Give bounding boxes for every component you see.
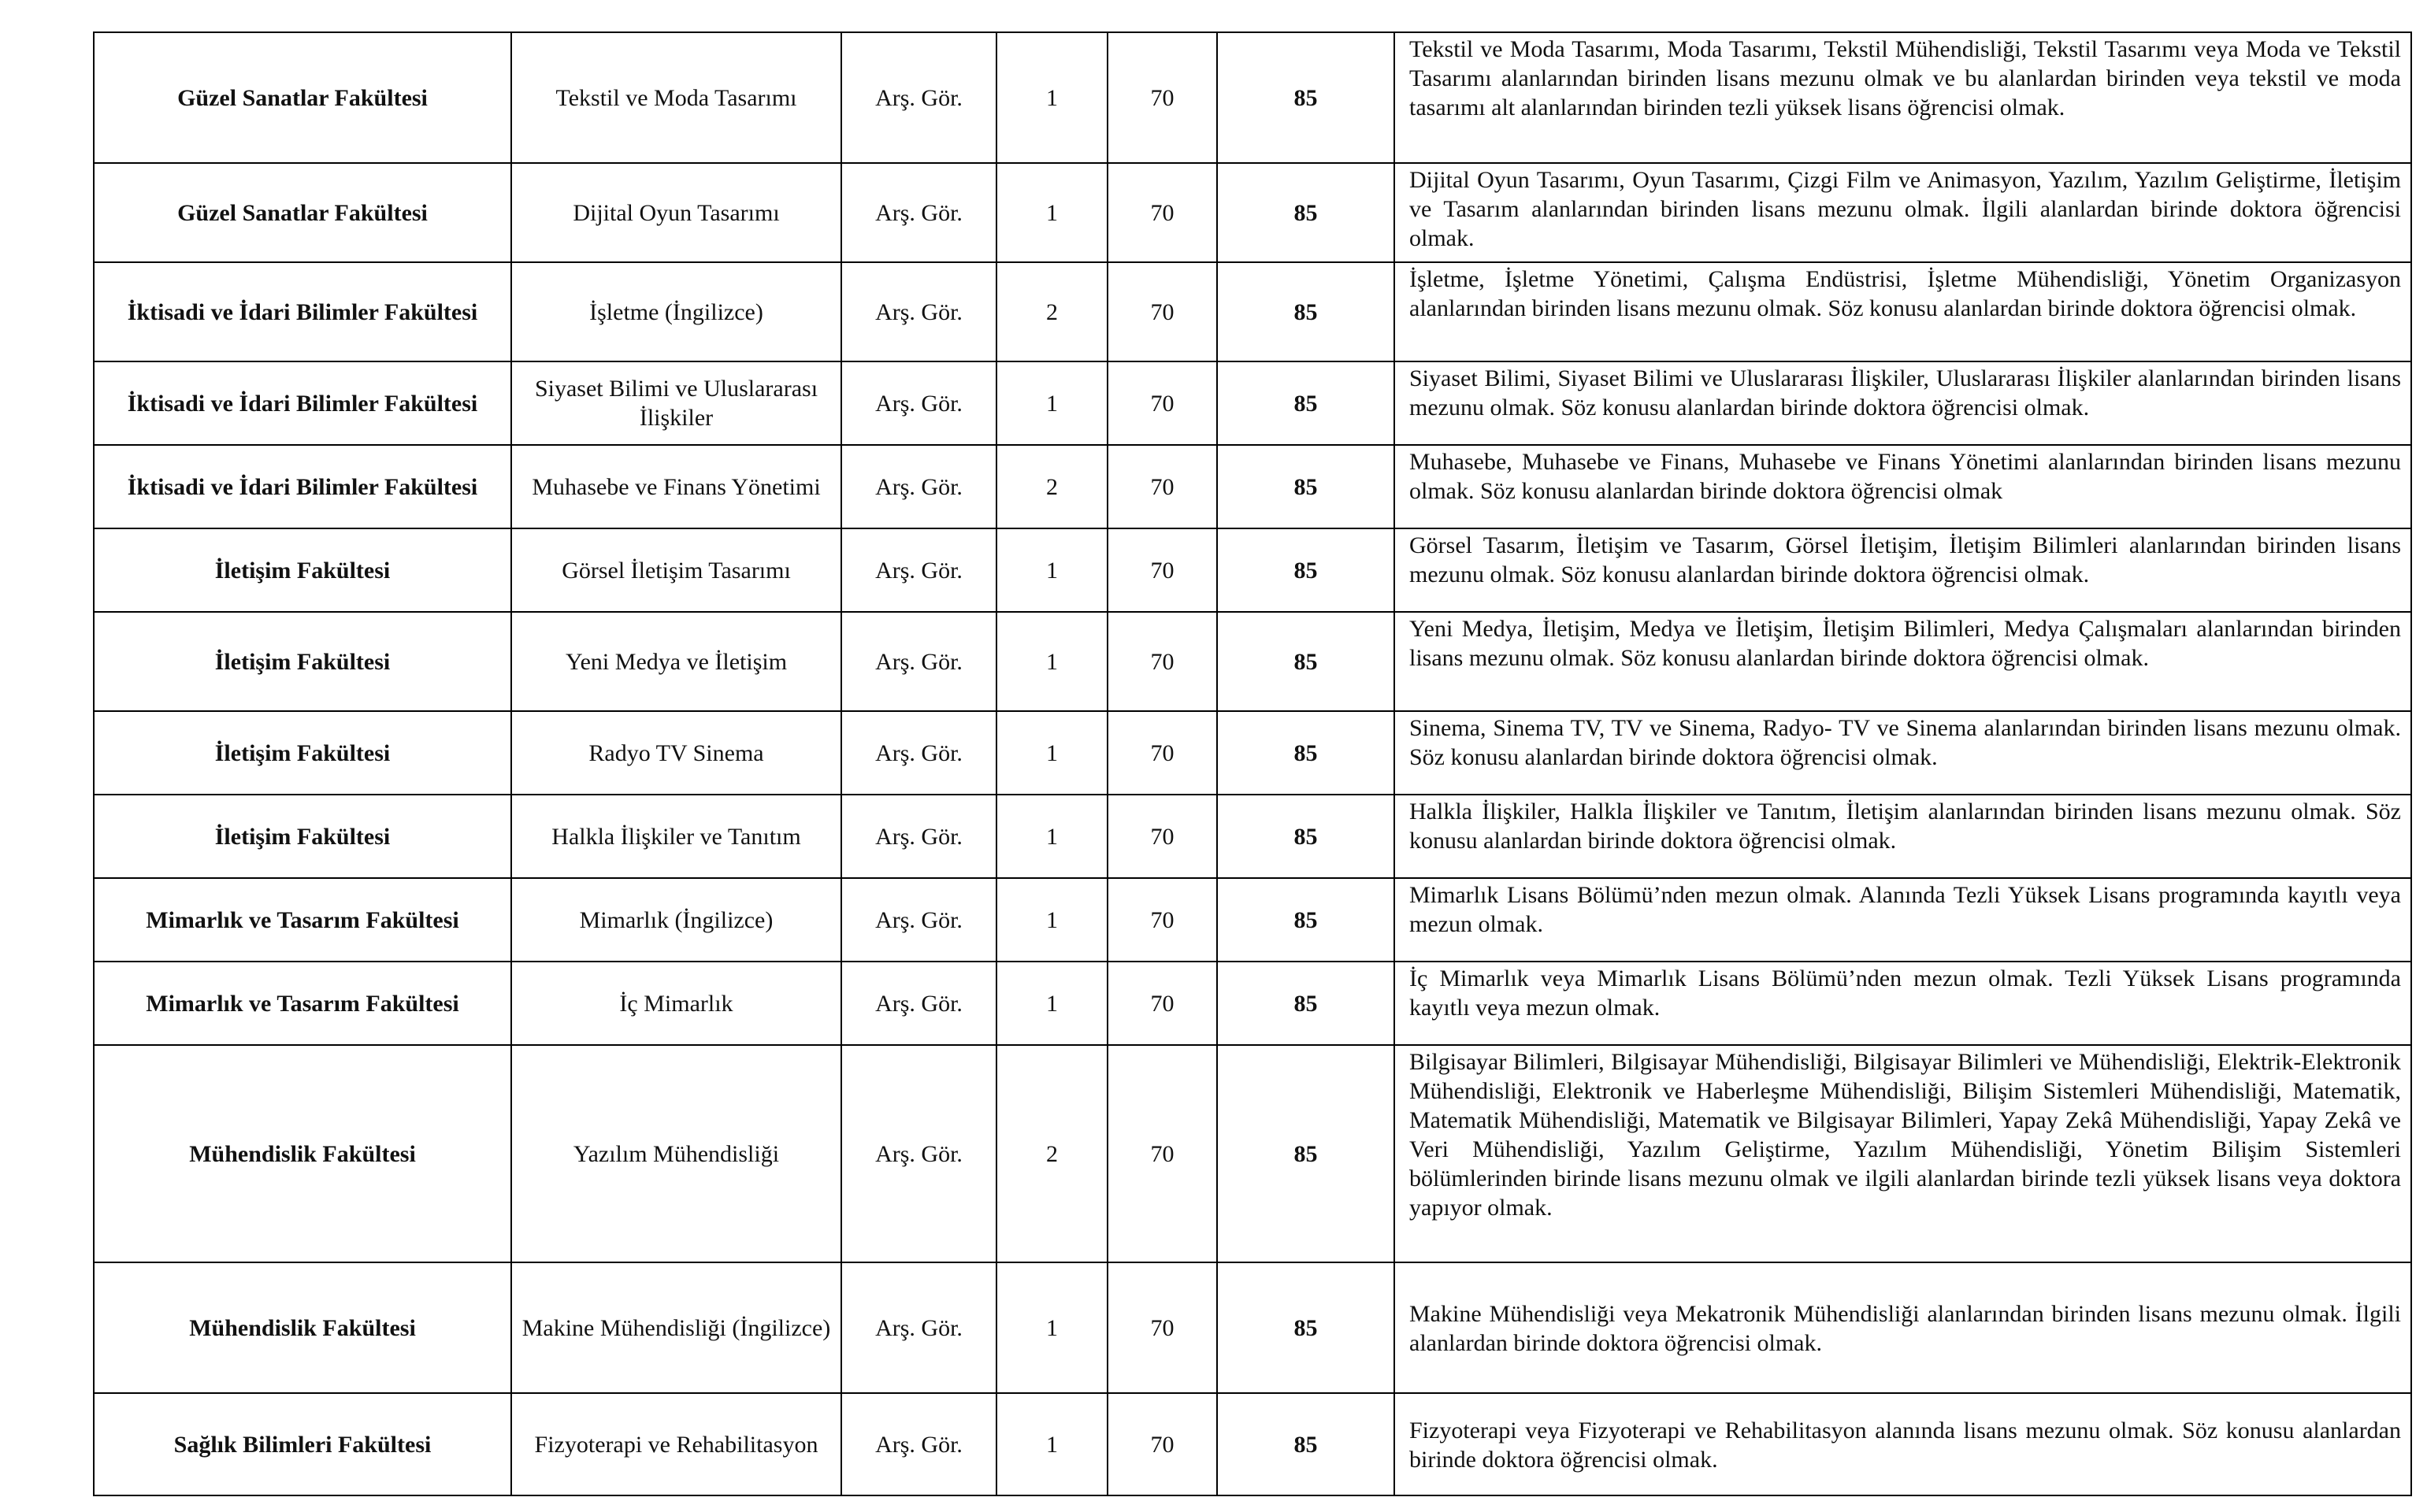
department-cell: Dijital Oyun Tasarımı [511,163,841,262]
table-row [94,1393,2411,1495]
count-cell: 1 [996,361,1108,445]
table-row [94,612,2411,711]
faculty-cell: İktisadi ve İdari Bilimler Fakültesi [94,445,511,528]
faculty-cell: İletişim Fakültesi [94,612,511,711]
count-cell: 2 [996,445,1108,528]
table-row [94,361,2411,445]
table-row [94,795,2411,878]
requirement-cell: Makine Mühendisliği veya Mekatronik Mühendisliği alanlarından birinden lisans mezunu olmak. İlgili alanlardan birinde doktora öğrencisi olmak. [1394,1262,2411,1393]
title-cell: Arş. Gör. [841,528,996,612]
title-cell: Arş. Gör. [841,32,996,163]
score-b-cell: 85 [1217,1045,1394,1262]
title-cell: Arş. Gör. [841,361,996,445]
score-b-cell: 85 [1217,163,1394,262]
faculty-cell: İletişim Fakültesi [94,711,511,795]
department-cell: Siyaset Bilimi ve Uluslararası İlişkiler [511,361,841,445]
faculty-cell: İktisadi ve İdari Bilimler Fakültesi [94,262,511,361]
faculty-cell: İktisadi ve İdari Bilimler Fakültesi [94,361,511,445]
department-cell: Halkla İlişkiler ve Tanıtım [511,795,841,878]
department-cell: Makine Mühendisliği (İngilizce) [511,1262,841,1393]
title-cell: Arş. Gör. [841,612,996,711]
department-cell: Muhasebe ve Finans Yönetimi [511,445,841,528]
count-cell: 1 [996,1262,1108,1393]
requirement-cell: Dijital Oyun Tasarımı, Oyun Tasarımı, Çizgi Film ve Animasyon, Yazılım, Yazılım Geliştirme, İletişim ve Tasarım alanlarından birinden lisans mezunu olmak. İlgili alanlardan birinde doktora öğrencisi olmak. [1394,163,2411,262]
table-row [94,962,2411,1045]
department-cell: Tekstil ve Moda Tasarımı [511,32,841,163]
department-cell: Yazılım Mühendisliği [511,1045,841,1262]
requirement-cell: Siyaset Bilimi, Siyaset Bilimi ve Uluslararası İlişkiler, Uluslararası İlişkiler alanlarından birinden lisans mezunu olmak. Söz konusu alanlardan birinde doktora öğrencisi olmak. [1394,361,2411,445]
count-cell: 2 [996,1045,1108,1262]
table-row [94,1262,2411,1393]
score-b-cell: 85 [1217,795,1394,878]
title-cell: Arş. Gör. [841,445,996,528]
count-cell: 1 [996,962,1108,1045]
score-a-cell: 70 [1108,163,1217,262]
score-a-cell: 70 [1108,32,1217,163]
title-cell: Arş. Gör. [841,962,996,1045]
department-cell: Mimarlık (İngilizce) [511,878,841,962]
title-cell: Arş. Gör. [841,878,996,962]
department-cell: İç Mimarlık [511,962,841,1045]
faculty-cell: İletişim Fakültesi [94,795,511,878]
department-cell: Yeni Medya ve İletişim [511,612,841,711]
count-cell: 1 [996,528,1108,612]
score-a-cell: 70 [1108,612,1217,711]
faculty-cell: Mühendislik Fakültesi [94,1045,511,1262]
requirement-cell: Görsel Tasarım, İletişim ve Tasarım, Görsel İletişim, İletişim Bilimleri alanlarından birinden lisans mezunu olmak. Söz konusu alanlardan birinde doktora öğrencisi olmak. [1394,528,2411,612]
score-b-cell: 85 [1217,878,1394,962]
table-row [94,1045,2411,1262]
score-b-cell: 85 [1217,711,1394,795]
faculty-cell: Güzel Sanatlar Fakültesi [94,32,511,163]
count-cell: 2 [996,262,1108,361]
score-a-cell: 70 [1108,361,1217,445]
count-cell: 1 [996,32,1108,163]
department-cell: Radyo TV Sinema [511,711,841,795]
table-row [94,711,2411,795]
title-cell: Arş. Gör. [841,1262,996,1393]
table-row [94,878,2411,962]
faculty-cell: Mühendislik Fakültesi [94,1262,511,1393]
score-a-cell: 70 [1108,528,1217,612]
department-cell: İşletme (İngilizce) [511,262,841,361]
requirement-cell: Mimarlık Lisans Bölümü’nden mezun olmak. Alanında Tezli Yüksek Lisans programında kayıtlı veya mezun olmak. [1394,878,2411,962]
title-cell: Arş. Gör. [841,1393,996,1495]
requirement-cell: İşletme, İşletme Yönetimi, Çalışma Endüstrisi, İşletme Mühendisliği, Yönetim Organizasyon alanlarından birinden lisans mezunu olmak. Söz konusu alanlardan birinde doktora öğrencisi olmak. [1394,262,2411,361]
requirement-cell: Bilgisayar Bilimleri, Bilgisayar Mühendisliği, Bilgisayar Bilimleri ve Mühendisliği, Elektrik-Elektronik Mühendisliği, Elektronik ve Haberleşme Mühendisliği, Bilişim Sistemleri Mühendisliği, Matematik, Matematik Mühendisliği, Matematik ve Bilgisayar Bilimleri, Yapay Zekâ Mühendisliği, Yapay Zekâ ve Veri Mühendisliği, Yazılım Geliştirme, Yazılım Mühendisliği, Yönetim Bilişim Sistemleri bölümlerinden birinde lisans mezunu olmak ve ilgili alanlardan birinde tezli yüksek lisans veya doktora yapıyor olmak. [1394,1045,2411,1262]
score-a-cell: 70 [1108,962,1217,1045]
title-cell: Arş. Gör. [841,711,996,795]
department-cell: Fizyoterapi ve Rehabilitasyon [511,1393,841,1495]
score-a-cell: 70 [1108,445,1217,528]
table-row [94,445,2411,528]
score-b-cell: 85 [1217,1393,1394,1495]
faculty-cell: Sağlık Bilimleri Fakültesi [94,1393,511,1495]
table-row [94,262,2411,361]
score-b-cell: 85 [1217,962,1394,1045]
requirement-cell: Yeni Medya, İletişim, Medya ve İletişim, İletişim Bilimleri, Medya Çalışmaları alanlarından birinden lisans mezunu olmak. Söz konusu alanlardan birinde doktora öğrencisi olmak. [1394,612,2411,711]
count-cell: 1 [996,612,1108,711]
score-a-cell: 70 [1108,1393,1217,1495]
count-cell: 1 [996,878,1108,962]
faculty-cell: Mimarlık ve Tasarım Fakültesi [94,878,511,962]
requirement-cell: Muhasebe, Muhasebe ve Finans, Muhasebe ve Finans Yönetimi alanlarından birinden lisans mezunu olmak. Söz konusu alanlardan birinde doktora öğrencisi olmak [1394,445,2411,528]
title-cell: Arş. Gör. [841,262,996,361]
score-b-cell: 85 [1217,361,1394,445]
score-b-cell: 85 [1217,445,1394,528]
faculty-cell: İletişim Fakültesi [94,528,511,612]
score-b-cell: 85 [1217,612,1394,711]
faculty-cell: Güzel Sanatlar Fakültesi [94,163,511,262]
score-a-cell: 70 [1108,1262,1217,1393]
requirement-cell: Halkla İlişkiler, Halkla İlişkiler ve Tanıtım, İletişim alanlarından birinden lisans mezunu olmak. Söz konusu alanlardan birinde doktora öğrencisi olmak. [1394,795,2411,878]
score-b-cell: 85 [1217,1262,1394,1393]
table-row [94,32,2411,163]
score-a-cell: 70 [1108,878,1217,962]
score-b-cell: 85 [1217,32,1394,163]
table-row [94,528,2411,612]
count-cell: 1 [996,795,1108,878]
title-cell: Arş. Gör. [841,795,996,878]
requirement-cell: Sinema, Sinema TV, TV ve Sinema, Radyo- TV ve Sinema alanlarından birinden lisans mezunu olmak. Söz konusu alanlardan birinde doktora öğrencisi olmak. [1394,711,2411,795]
score-a-cell: 70 [1108,262,1217,361]
count-cell: 1 [996,1393,1108,1495]
requirement-cell: Fizyoterapi veya Fizyoterapi ve Rehabilitasyon alanında lisans mezunu olmak. Söz konusu alanlardan birinde doktora öğrencisi olmak. [1394,1393,2411,1495]
score-a-cell: 70 [1108,1045,1217,1262]
table-row [94,163,2411,262]
score-b-cell: 85 [1217,528,1394,612]
score-b-cell: 85 [1217,262,1394,361]
count-cell: 1 [996,711,1108,795]
title-cell: Arş. Gör. [841,163,996,262]
requirement-cell: Tekstil ve Moda Tasarımı, Moda Tasarımı, Tekstil Mühendisliği, Tekstil Tasarımı veya Moda ve Tekstil Tasarımı alanlarından birinden lisans mezunu olmak ve bu alanlardan birinden veya tekstil ve moda tasarımı alt alanlarından birinden tezli yüksek lisans öğrencisi olmak. [1394,32,2411,163]
department-cell: Görsel İletişim Tasarımı [511,528,841,612]
faculty-cell: Mimarlık ve Tasarım Fakültesi [94,962,511,1045]
score-a-cell: 70 [1108,795,1217,878]
positions-table [93,32,2412,1496]
count-cell: 1 [996,163,1108,262]
title-cell: Arş. Gör. [841,1045,996,1262]
score-a-cell: 70 [1108,711,1217,795]
requirement-cell: İç Mimarlık veya Mimarlık Lisans Bölümü’nden mezun olmak. Tezli Yüksek Lisans programında kayıtlı veya mezun olmak. [1394,962,2411,1045]
